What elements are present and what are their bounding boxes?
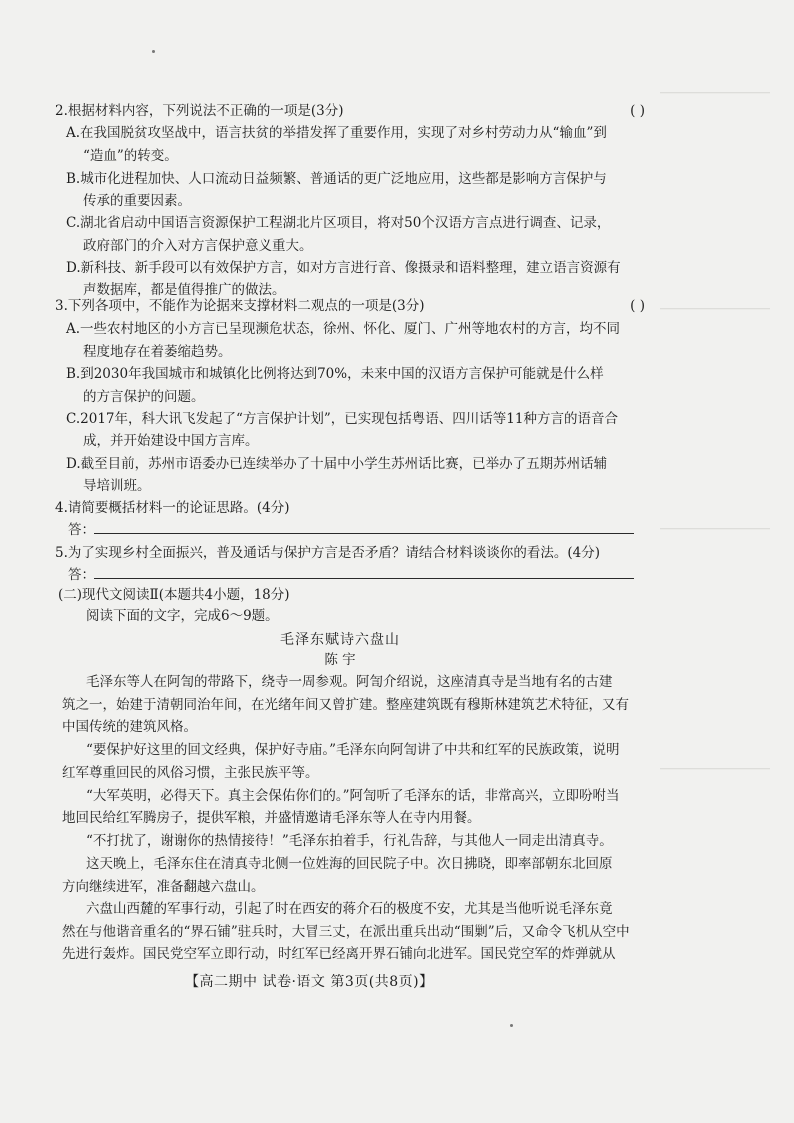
article-paragraph-line: 这天晚上，毛泽东住在清真寺北侧一位姓海的回民院子中。次日拂晓，即率部朝东北回原	[86, 856, 613, 872]
q2-option-a: A.在我国脱贫攻坚战中，语言扶贫的举措发挥了重要作用，实现了对乡村劳动力从“输血”到	[66, 125, 607, 141]
question-3	[55, 296, 645, 316]
q2-option-d-cont: 声数据库，都是值得推广的做法。	[83, 282, 286, 298]
q3-option-c: C.2017年，科大讯飞发起了“方言保护计划”，已实现包括粤语、四川话等11种方言的语音合	[66, 411, 618, 427]
article-paragraph-line: 六盘山西麓的军事行动，引起了时在西安的蒋介石的极度不安，尤其是当他听说毛泽东竟	[86, 901, 613, 917]
article-paragraph-line: 毛泽东等人在阿訇的带路下，绕寺一周参观。阿訇介绍说，这座清真寺是当地有名的古建	[86, 674, 613, 690]
answer-label: 答：	[68, 567, 95, 583]
q3-option-a: A.一些农村地区的小方言已呈现濒危状态，徐州、怀化、厦门、广州等地农村的方言，均不同	[66, 321, 621, 337]
article-author: 陈 宇	[324, 652, 356, 668]
page-footer: 【高二期中 试卷·语文 第3页(共8页)】	[185, 974, 434, 990]
bleed-through-text: ――――――――――	[660, 86, 770, 99]
q3-option-d-cont: 导培训班。	[83, 478, 151, 494]
bleed-through-text: ――――――――――	[660, 302, 770, 315]
article-title: 毛泽东赋诗六盘山	[280, 632, 400, 648]
answer-paren: ( )	[630, 298, 645, 314]
answer-paren: ( )	[630, 103, 645, 119]
q3-option-b: B.到2030年我国城市和城镇化比例将达到70%，未来中国的汉语方言保护可能就是什么样	[66, 366, 604, 382]
article-paragraph-line: 先进行轰炸。国民党空军立即行动，时红军已经离开界石铺向北进军。国民党空军的炸弹就从	[62, 946, 616, 962]
article-paragraph-line: 地回民给红军腾房子，提供军粮，并盛情邀请毛泽东等人在寺内用餐。	[62, 810, 481, 826]
q2-option-b: B.城市化进程加快、人口流动日益频繁、普通话的更广泛地应用，这些都是影响方言保护与	[66, 171, 607, 187]
q3-option-d: D.截至目前，苏州市语委办已连续举办了十届中小学生苏州话比赛，已举办了五期苏州话辅	[66, 456, 608, 472]
bleed-through-text: ――――――――――	[660, 522, 770, 535]
q3-option-a-cont: 程度地存在着萎缩趋势。	[83, 344, 232, 360]
question-3-stem: 3.下列各项中，不能作为论据来支撑材料二观点的一项是(3分)	[55, 298, 425, 314]
q2-option-b-cont: 传承的重要因素。	[83, 193, 191, 209]
q2-option-c: C.湖北省启动中国语言资源保护工程湖北片区项目，将对50个汉语方言点进行调查、记录，	[66, 215, 611, 231]
section-header: (二)现代文阅读Ⅱ(本题共4小题，18分)	[58, 587, 290, 603]
q2-option-a-cont: “造血”的转变。	[83, 148, 178, 164]
article-paragraph-line: 筑之一，始建于清朝同治年间，在光绪年间又曾扩建。整座建筑既有穆斯林建筑艺术特征，又有	[62, 697, 629, 713]
answer-line[interactable]	[94, 533, 634, 534]
question-5-stem: 5.为了实现乡村全面振兴，普及通话与保护方言是否矛盾？请结合材料谈谈你的看法。(4分)	[55, 545, 601, 561]
question-2-stem: 2.根据材料内容，下列说法不正确的一项是(3分)	[55, 103, 344, 119]
question-4-stem: 4.请简要概括材料一的论证思路。(4分)	[55, 500, 290, 516]
answer-line[interactable]	[94, 578, 634, 579]
article-paragraph-line: “要保护好这里的回文经典，保护好寺庙。”毛泽东向阿訇讲了中共和红军的民族政策，说明	[86, 742, 620, 758]
answer-label: 答：	[68, 522, 95, 538]
section-instruction: 阅读下面的文字，完成6～9题。	[86, 608, 279, 624]
q2-option-d: D.新科技、新手段可以有效保护方言，如对方言进行音、像摄录和语料整理，建立语言资源有	[66, 260, 621, 276]
article-paragraph-line: “大军英明，必得天下。真主会保佑你们的。”阿訇听了毛泽东的话，非常高兴，立即吩咐当	[86, 788, 620, 804]
article-paragraph-line: 然在与他谐音重名的“界石铺”驻兵时，大冒三丈，在派出重兵出动“围剿”后，又命令飞机从空中	[62, 924, 630, 940]
q2-option-c-cont: 政府部门的介入对方言保护意义重大。	[83, 238, 313, 254]
scan-speck	[510, 1024, 513, 1027]
article-paragraph-line: “不打扰了，谢谢你的热情接待！”毛泽东拍着手，行礼告辞，与其他人一同走出清真寺。	[86, 833, 613, 849]
q3-option-b-cont: 的方言保护的问题。	[83, 389, 205, 405]
scan-speck	[152, 50, 155, 53]
q3-option-c-cont: 成，并开始建设中国方言库。	[83, 433, 259, 449]
article-paragraph-line: 方向继续进军，准备翻越六盘山。	[62, 879, 265, 895]
question-2	[55, 101, 645, 121]
bleed-through-text: ――――――――――	[660, 762, 770, 775]
article-paragraph-line: 红军尊重回民的风俗习惯，主张民族平等。	[62, 765, 319, 781]
article-paragraph-line: 中国传统的建筑风格。	[62, 719, 197, 735]
